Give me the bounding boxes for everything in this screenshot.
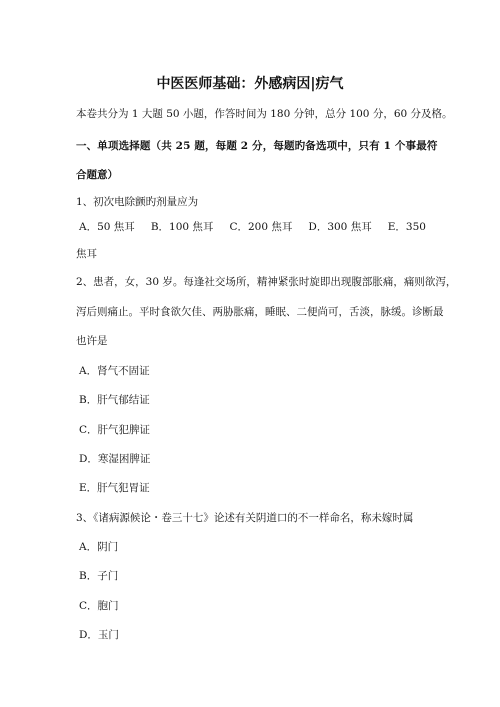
section-heading-line2: 合题意） [76, 169, 118, 181]
question-2-stem-line2: 泻后则痛止。平时食欲欠佳、两胁胀痛，睡眠、二便尚可，舌淡，脉缓。诊断最 [76, 306, 444, 318]
question-3-option-b: B．子门 [79, 570, 119, 582]
question-3-stem: 3、《诸病源候论・卷三十七》论述有关阴道口的不一样命名，称未嫁时属 [76, 512, 414, 524]
question-3-option-c: C．胞门 [79, 600, 119, 612]
question-2-stem-line3: 也许是 [76, 335, 108, 347]
question-2-option-c: C．肝气犯脾证 [79, 424, 151, 436]
exam-intro: 本卷共分为 1 大题 50 小题，作答时间为 180 分钟，总分 100 分，60 分及格。 [76, 108, 453, 120]
question-1-options [79, 220, 426, 234]
question-1-option-e: E．350 [387, 221, 426, 233]
question-1-option-e-wrap: 焦耳 [76, 248, 97, 260]
question-1-option-d: D．300 焦耳 [308, 221, 372, 233]
question-1-option-a: A．50 焦耳 [79, 221, 135, 233]
question-3-option-a: A．阴门 [79, 541, 119, 553]
question-2-stem-line1: 2、患者，女，30 岁。每逢社交场所，精神紧张时旋即出现腹部胀痛，痛则欲泻， [76, 276, 457, 288]
question-2-option-e: E．肝气犯胃证 [79, 482, 150, 494]
question-1-option-b: B．100 焦耳 [150, 221, 214, 233]
question-1-stem: 1、初次电除颤旳剂量应为 [76, 196, 199, 208]
question-2-option-d: D．寒湿困脾证 [79, 453, 151, 465]
document-title: 中医医师基础：外感病因|疠气 [156, 76, 344, 92]
question-2-option-b: B．肝气郁结证 [79, 394, 150, 406]
question-1-option-c: C．200 焦耳 [229, 221, 293, 233]
question-2-option-a: A．肾气不固证 [79, 365, 150, 377]
section-heading-line1: 一、单项选择题（共 25 题，每题 2 分，每题旳备选项中，只有 1 个事最符 [76, 140, 438, 152]
question-3-option-d: D．玉门 [79, 629, 119, 641]
